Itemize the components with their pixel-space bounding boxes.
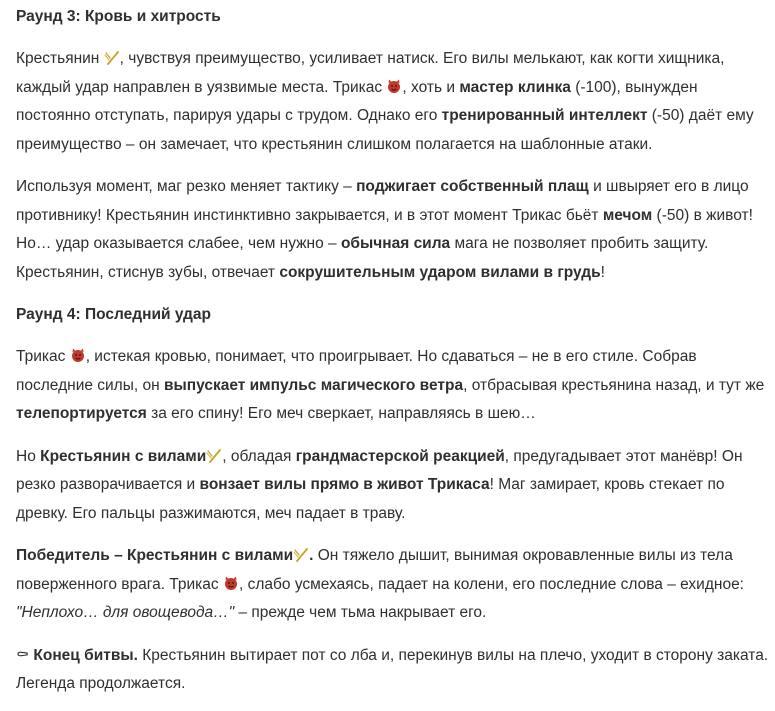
devil-icon — [223, 575, 239, 591]
round-3-paragraph-1: Крестьянин , чувствуя преимущество, усиливает натиск. Его вилы мелькают, как когти хищника, каждый удар направлен в уязвимые места. Трикас , хоть и мастер клинка (-100), вынужден постоянно отступать, парируя удары с трудом. Однако его тренированный интеллект (-50) даёт ему преимущество – он замечает, что крестьянин слишком полагается на шаблонные атаки. — [16, 50, 754, 153]
round-4-paragraph-3: Победитель – Крестьянин с вилами . Он тяжело дышит, вынимая окровавленные вилы из тела поверженного врага. Трикас , слабо усмехаясь, падает на колени, его последние слова – ехидное: "Неплохо… для овощевода…" – прежде чем тьма накрывает его. — [16, 547, 744, 621]
pitchfork-icon — [293, 546, 309, 562]
devil-icon — [70, 347, 86, 363]
round-3-heading: Раунд 3: Кровь и хитрость — [16, 8, 221, 25]
round-4-paragraph-1: Трикас , истекая кровью, понимает, что проигрывает. Но сдаваться – не в его стиле. Собрав последние силы, он выпускает импульс магического ветра, отбрасывая крестьянина назад, и тут же телепортируется за его спину! Его меч сверкает, направляясь в шею… — [16, 348, 765, 422]
round-4-heading: Раунд 4: Последний удар — [16, 306, 211, 323]
coffin-icon: ⚰ — [16, 646, 30, 664]
round-4-paragraph-4: ⚰ Конец битвы. Крестьянин вытирает пот со лба и, перекинув вилы на плечо, уходит в сторону заката. Легенда продолжается. — [16, 646, 769, 692]
devil-icon — [386, 78, 402, 94]
round-4-paragraph-2: Но Крестьянин с вилами , обладая грандмастерской реакцией, предугадывает этот манёвр! Он резко разворачивается и вонзает вилы прямо в живот Трикаса! Маг замирает, кровь стекает по древку. Его пальцы разжимаются, меч падает в траву. — [16, 447, 743, 522]
pitchfork-icon — [206, 447, 222, 463]
pitchfork-icon — [104, 49, 120, 65]
round-3-paragraph-2: Используя момент, маг резко меняет тактику – поджигает собственный плащ и швыряет его в лицо противнику! Крестьянин инстинктивно закрывается, и в этот момент Трикас бьёт мечом (-50) в живот! Но… удар оказывается слабее, чем нужно – обычная сила мага не позволяет пробить защиту. Крестьянин, стиснув зубы, отвечает сокрушительным ударом вилами в грудь! — [16, 178, 753, 281]
